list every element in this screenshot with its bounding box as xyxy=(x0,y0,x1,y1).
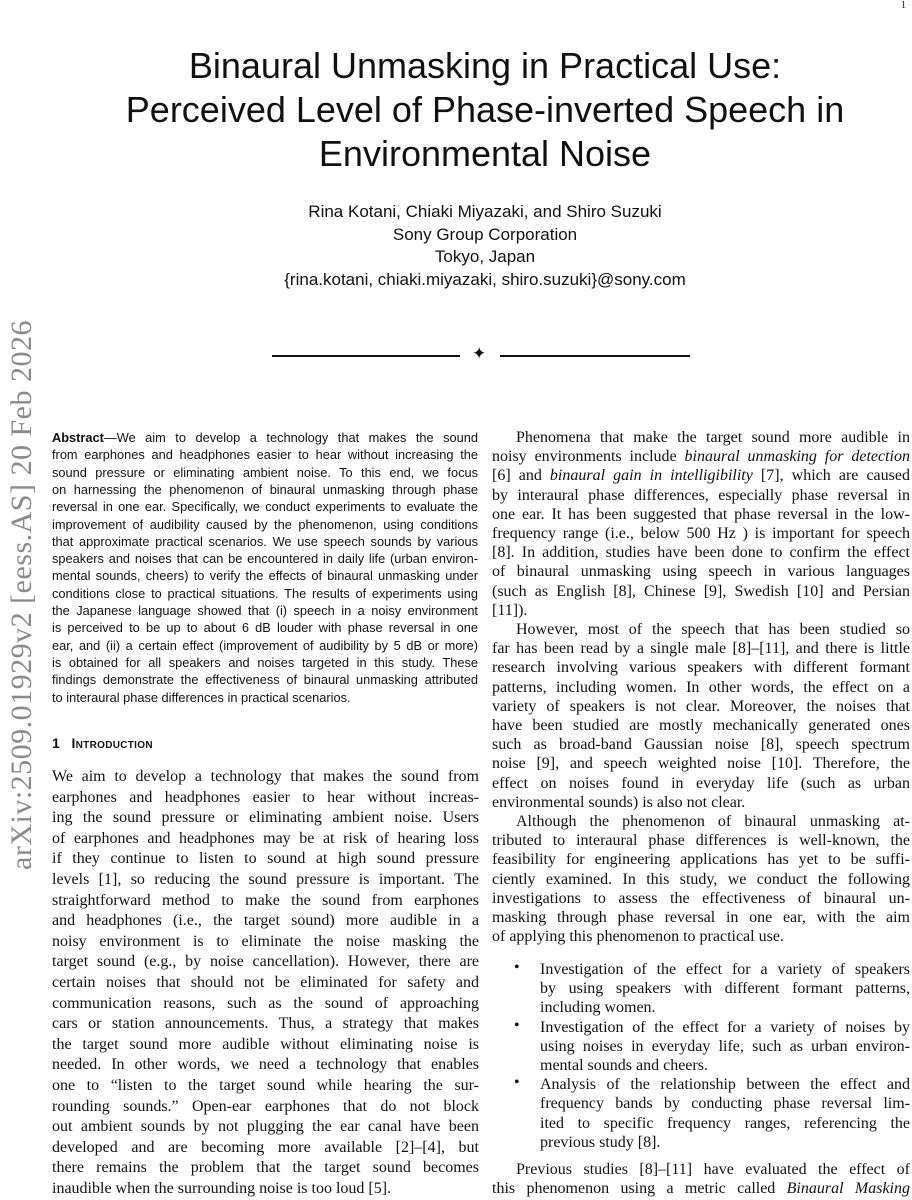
abstract-line xyxy=(52,446,478,463)
text-run: improvement of audibility caused by the phenomenon, using conditions xyxy=(52,516,478,532)
body-line xyxy=(52,911,479,931)
text-run: ear, and (ii) a certain effect (improvement of audibility by 5 dB or more) xyxy=(52,637,478,653)
abstract-line xyxy=(52,516,478,533)
text-run: noisy environment is to eliminate the noise masking the xyxy=(52,932,479,950)
page-number: 1 xyxy=(901,0,906,11)
abstract-line xyxy=(52,481,478,498)
text-run: of applying this phenomenon to practical use. xyxy=(492,928,784,946)
body-line xyxy=(492,870,910,890)
bullet-line xyxy=(540,1037,910,1057)
body-line xyxy=(492,716,910,736)
text-run: rounding sounds.” Open-ear earphones that do not block xyxy=(52,1097,479,1115)
body-line xyxy=(492,754,910,774)
text-run: the target sound more audible without eliminating noise is xyxy=(52,1035,479,1053)
body-line xyxy=(52,1014,479,1034)
text-run: environmental sounds) is also not clear. xyxy=(492,793,746,811)
text-run: if they continue to listen to sound at high sound pressure xyxy=(52,850,479,868)
body-line xyxy=(52,1055,479,1075)
text-run: to interaural phase differences in practical scenarios. xyxy=(52,689,351,705)
divider-star-icon: ✦ xyxy=(472,344,487,364)
text-run: previous study [8]. xyxy=(540,1133,661,1151)
text-run: Phenomena that make the target sound more audible in xyxy=(516,429,910,446)
text-run: mental sounds, cheers) to verify the effects of binaural unmasking under xyxy=(52,568,478,584)
body-line xyxy=(492,774,910,794)
title-line: Binaural Unmasking in Practical Use: xyxy=(188,45,782,86)
bullet-line xyxy=(540,1114,910,1134)
text-run: effect on noises found in everyday life (such as urban xyxy=(492,774,910,792)
abstract-line xyxy=(52,533,478,550)
italic-term: binaural gain in intelligibility xyxy=(549,467,753,485)
text-run: masking through phase reversal in one ear, with the aim xyxy=(492,909,910,926)
bullet-line xyxy=(540,979,910,999)
text-run: [6] and xyxy=(492,467,550,485)
author-emails: {rina.kotani, chiaki.miyazaki, shiro.suzuki}@sony.com xyxy=(284,269,686,289)
text-run: one ear. It has been suggested that phase reversal in the low- xyxy=(492,505,910,523)
abstract-line xyxy=(52,689,478,706)
text-run: mental sounds and cheers. xyxy=(540,1057,708,1074)
bullet-line xyxy=(540,1056,910,1076)
text-run: earphones and headphones easier to hear without increas- xyxy=(52,788,479,806)
body-line xyxy=(492,582,910,602)
bullet-line xyxy=(540,1018,910,1038)
text-run: communication reasons, such as the sound of approaching xyxy=(52,994,479,1012)
text-run: findings demonstrate the effectiveness of binaural unmasking attributed xyxy=(52,672,478,688)
body-line xyxy=(52,1097,479,1117)
bullet-icon: • xyxy=(514,1074,520,1092)
text-run: investigations to assess the effectiveness of binaural un- xyxy=(492,889,910,907)
italic-term: Binaural Masking xyxy=(786,1180,910,1198)
abstract-line xyxy=(52,429,478,446)
body-line xyxy=(492,505,910,525)
body-line xyxy=(492,524,910,544)
title-line: Perceived Level of Phase-inverted Speech in xyxy=(125,89,845,130)
text-run: certain noises that should not be eliminated for safety and xyxy=(52,974,479,991)
body-line xyxy=(492,889,910,909)
text-run: noisy environments include xyxy=(492,448,685,466)
abstract-line xyxy=(52,654,478,671)
body-line xyxy=(492,562,910,582)
text-run: [7], which are caused xyxy=(752,467,910,485)
body-line xyxy=(516,812,910,832)
body-line xyxy=(52,973,479,993)
body-line xyxy=(492,793,910,813)
text-run: —We aim to develop a technology that makes the sound xyxy=(103,430,478,445)
text-run: of binaural unmasking using speech in various languages xyxy=(492,563,910,581)
body-line xyxy=(52,932,479,952)
body-line xyxy=(52,808,479,828)
body-line xyxy=(52,849,479,869)
italic-term: binaural unmasking for detection xyxy=(684,448,910,466)
bullet-line xyxy=(540,1133,910,1153)
divider-right xyxy=(500,355,690,357)
section-title: Introduction xyxy=(71,735,153,751)
abstract-line xyxy=(52,550,478,567)
text-run: [11]). xyxy=(492,601,528,619)
abstract-line xyxy=(52,498,478,515)
text-run: frequency range (i.e., below 500 Hz ) is important for speech xyxy=(492,525,910,542)
text-run: Analysis of the relationship between the effect and xyxy=(540,1076,910,1094)
text-run: by using speakers with different formant patterns, xyxy=(540,980,910,998)
body-line xyxy=(52,891,479,911)
author-block xyxy=(40,201,912,291)
title-line: Environmental Noise xyxy=(318,133,652,174)
text-run: levels [1], so reducing the sound pressure is important. The xyxy=(52,871,479,888)
text-run: out ambient sounds by not plugging the ear canal have been xyxy=(52,1118,479,1136)
text-run: by interaural phase differences, especially phase reversal in xyxy=(492,486,910,504)
body-line xyxy=(52,1138,479,1158)
text-run: [8]. In addition, studies have been done to confirm the effect xyxy=(492,544,910,562)
body-line xyxy=(52,1179,479,1199)
bullet-line xyxy=(540,1075,910,1095)
text-run: this phenomenon using a metric called xyxy=(492,1180,787,1198)
body-line xyxy=(492,927,910,947)
body-line xyxy=(492,486,910,506)
abstract-line xyxy=(52,671,478,688)
text-run: ing the sound pressure or eliminating ambient noise. Users xyxy=(52,809,479,827)
body-line xyxy=(52,870,479,890)
text-run: there remains the problem that the target sound becomes xyxy=(52,1159,479,1177)
text-run: Investigation of the effect for a variety of speakers xyxy=(540,961,910,978)
text-run: feasibility for engineering applications has yet to be suffi- xyxy=(492,851,910,869)
body-line xyxy=(52,788,479,808)
text-run: that approximate practical scenarios. We use speech sounds by various xyxy=(52,533,478,549)
body-line xyxy=(52,1158,479,1178)
body-line xyxy=(52,767,479,787)
bullet-icon: • xyxy=(514,1016,520,1034)
body-line xyxy=(52,1117,479,1137)
body-line xyxy=(52,1076,479,1096)
body-line xyxy=(52,1035,479,1055)
bullet-line xyxy=(540,998,910,1018)
abstract-line xyxy=(52,602,478,619)
body-line xyxy=(52,994,479,1014)
text-run: tributed to interaural phase differences is well-known, the xyxy=(492,832,910,850)
location: Tokyo, Japan xyxy=(434,247,536,266)
body-line xyxy=(492,639,910,659)
abstract-line xyxy=(52,585,478,602)
body-line xyxy=(492,678,910,698)
text-run: Investigation of the effect for a variety of noises by xyxy=(540,1018,910,1036)
body-line xyxy=(492,543,910,563)
section-number: 1 xyxy=(52,735,60,751)
text-run: target sound (e.g., by noise cancellation). However, there are xyxy=(52,953,479,971)
body-line xyxy=(492,447,910,467)
text-run: needed. In other words, we need a technology that enables xyxy=(52,1056,479,1074)
text-run: speakers and noises that can be encountered in daily life (urban environ- xyxy=(52,551,478,567)
body-line xyxy=(492,831,910,851)
abstract-label: Abstract xyxy=(52,430,104,445)
text-run: noise [9], and speech weighted noise [10]. Therefore, the xyxy=(492,755,910,773)
text-run: (such as English [8], Chinese [9], Swedish [10] and Persian xyxy=(492,582,910,600)
text-run: such as broad-band Gaussian noise [8], speech spectrum xyxy=(492,736,910,754)
body-line xyxy=(492,658,910,678)
body-line xyxy=(516,1160,910,1180)
body-line xyxy=(516,620,910,640)
text-run: However, most of the speech that has been studied so xyxy=(516,621,910,638)
body-line xyxy=(516,428,910,448)
text-run: have been studied are mostly mechanically generated ones xyxy=(492,717,910,734)
text-run: far has been read by a single male [8]–[11], and there is little xyxy=(492,640,910,658)
text-run: is perceived to be up to about 6 dB louder with phase reversal in one xyxy=(52,620,478,636)
body-line xyxy=(52,829,479,849)
body-line xyxy=(52,952,479,972)
abstract-line xyxy=(52,567,478,584)
body-line xyxy=(492,735,910,755)
section-heading xyxy=(52,735,153,751)
abstract-line xyxy=(52,464,478,481)
body-line xyxy=(492,697,910,717)
text-run: ited to specific frequency ranges, referencing the xyxy=(540,1114,910,1132)
text-run: Although the phenomenon of binaural unmasking at- xyxy=(516,813,910,830)
text-run: developed and are becoming more available [2]–[4], but xyxy=(52,1138,479,1156)
text-run: variety of speakers is not clear. Moreover, the noises that xyxy=(492,697,910,715)
text-run: patterns, including women. In other words, the effect on a xyxy=(492,678,910,696)
abstract-line xyxy=(52,619,478,636)
text-run: one to “listen to the target sound while hearing the sur- xyxy=(52,1077,479,1094)
text-run: of earphones and headphones may be at risk of hearing loss xyxy=(52,829,479,847)
text-run: using noises in everyday life, such as urban environ- xyxy=(540,1037,910,1055)
text-run: the Japanese language showed that (i) speech in a noisy environment xyxy=(52,603,478,618)
paper-title xyxy=(40,44,912,176)
bullet-line xyxy=(540,960,910,980)
bullet-icon: • xyxy=(514,959,520,976)
text-run: and headphones (i.e., the target sound) more audible in a xyxy=(52,912,479,930)
text-run: frequency bands by conducting phase reversal lim- xyxy=(540,1095,910,1113)
text-run: We aim to develop a technology that makes the sound from xyxy=(52,768,479,785)
text-run: from earphones and headphones easier to hear without increasing the xyxy=(52,447,478,463)
text-run: ciently examined. In this study, we conduct the following xyxy=(492,870,910,888)
body-line xyxy=(492,601,910,621)
bullet-line xyxy=(540,1094,910,1114)
text-run: straightforward method to make the sound from earphones xyxy=(52,891,479,909)
text-run: Previous studies [8]–[11] have evaluated the effect of xyxy=(516,1161,910,1178)
author-names: Rina Kotani, Chiaki Miyazaki, and Shiro Suzuki xyxy=(308,202,662,221)
arxiv-identifier[interactable]: arXiv:2509.01929v2 [eess.AS] 20 Feb 2026 xyxy=(5,320,38,870)
text-run: conditions close to practical situations. The results of experiments using xyxy=(52,585,478,601)
body-line xyxy=(492,908,910,928)
text-run: research involving various speakers with different formant xyxy=(492,659,910,677)
text-run: is obtained for all speakers and noises targeted in this study. These xyxy=(52,654,478,670)
text-run: sound pressure or eliminating ambient noise. To this end, we focus xyxy=(52,464,478,480)
text-run: inaudible when the surrounding noise is too loud [5]. xyxy=(52,1180,392,1197)
divider-left xyxy=(272,355,460,357)
body-line xyxy=(492,1179,910,1199)
body-line xyxy=(492,850,910,870)
affiliation: Sony Group Corporation xyxy=(392,224,578,244)
text-run: reversal in one ear. Specifically, we conduct experiments to evaluate the xyxy=(52,499,478,515)
text-run: on harnessing the phenomenon of binaural unmasking through phase xyxy=(52,481,478,497)
abstract-line xyxy=(52,637,478,654)
text-run: including women. xyxy=(540,999,656,1017)
text-run: cars or station announcements. Thus, a strategy that makes xyxy=(52,1015,479,1033)
body-line xyxy=(492,466,910,486)
